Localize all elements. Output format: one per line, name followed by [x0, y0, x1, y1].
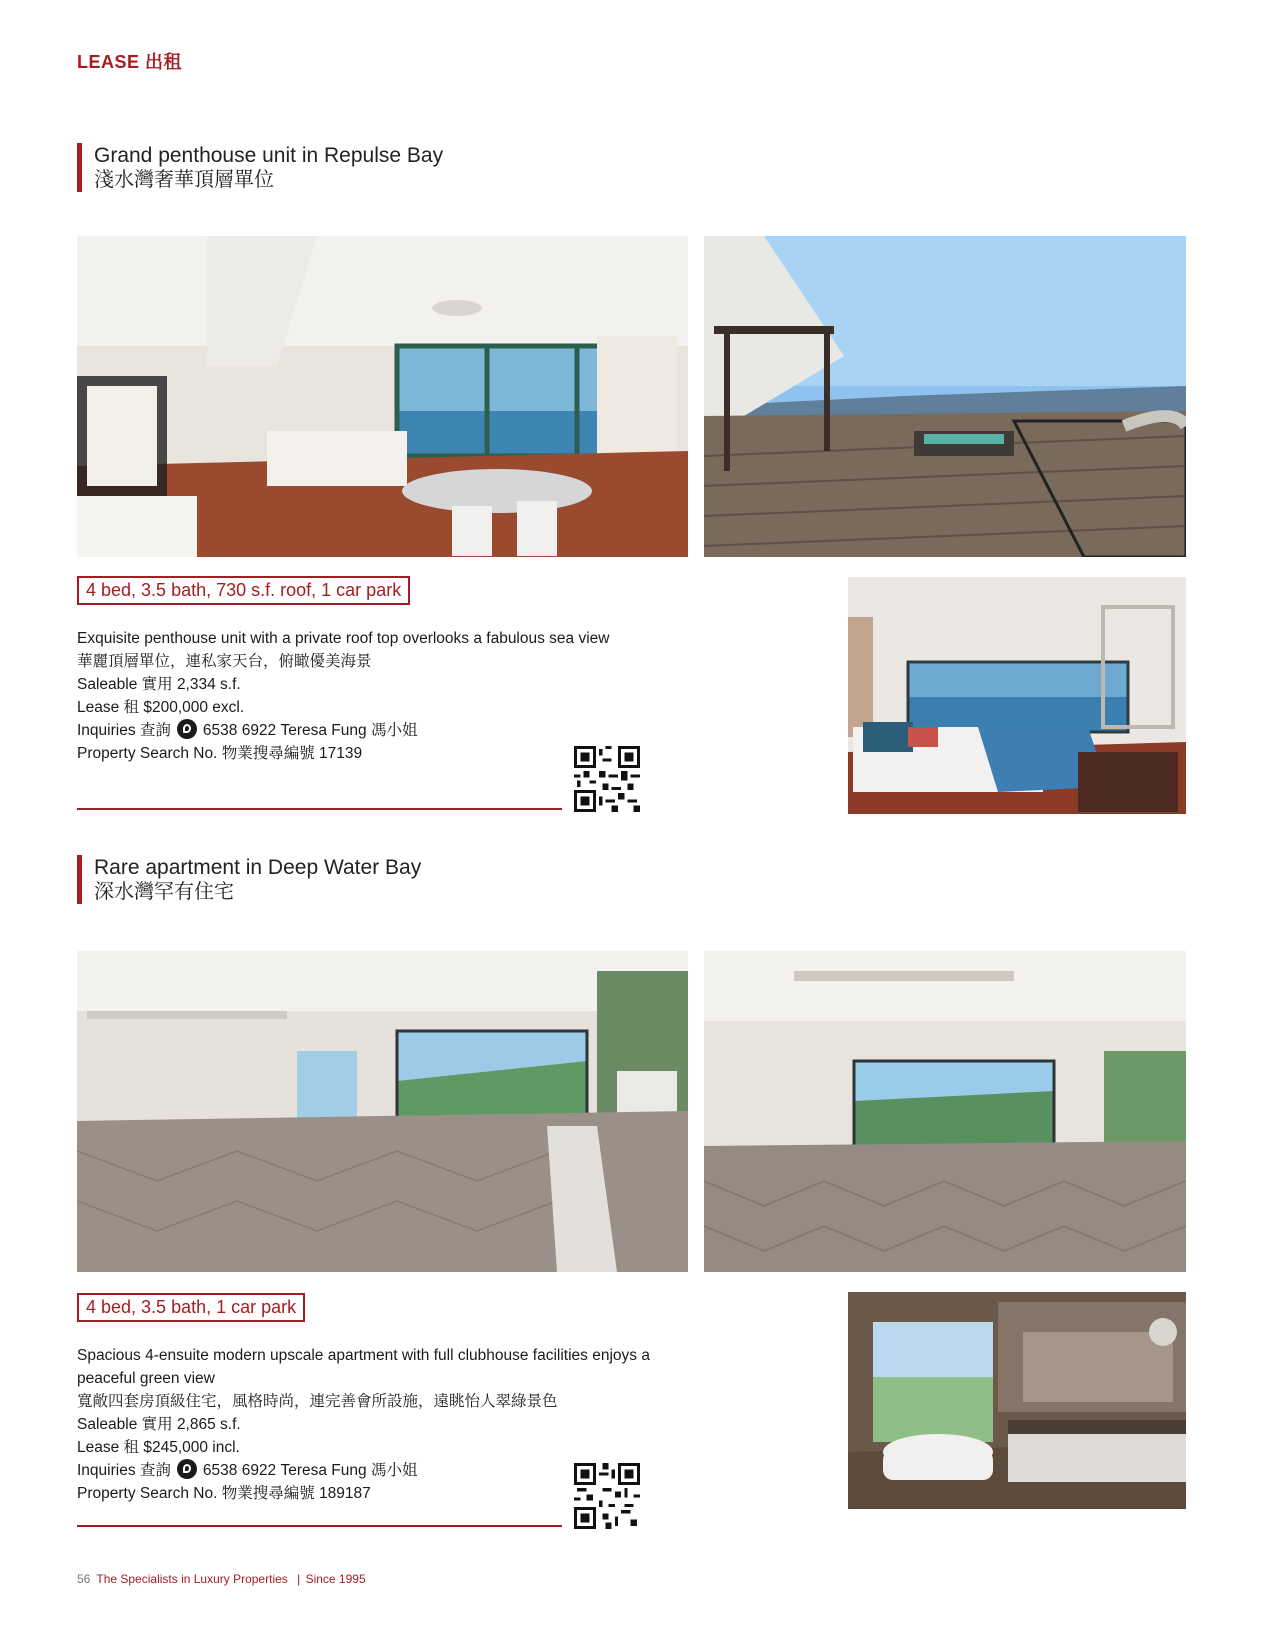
listing-2-title-en: Rare apartment in Deep Water Bay: [94, 856, 422, 879]
listing-1-saleable: Saleable 實用 2,334 s.f.: [77, 676, 241, 693]
listing-2-photo-bathroom: [848, 1292, 1186, 1509]
listing-2-inquiries-contact[interactable]: 6538 6922 Teresa Fung 馮小姐: [202, 1462, 418, 1479]
whatsapp-icon: [177, 719, 197, 739]
listing-1-photo-living-room: [77, 236, 688, 557]
listing-1-inquiries-contact[interactable]: 6538 6922 Teresa Fung 馮小姐: [202, 722, 418, 739]
listing-2-title-zh: 深水灣罕有住宅: [94, 881, 234, 903]
listing-1-search-no: Property Search No. 物業搜尋編號 17139: [77, 745, 363, 762]
listing-2-saleable: Saleable 實用 2,865 s.f.: [77, 1416, 241, 1433]
listing-2-spec-badge: 4 bed, 3.5 bath, 1 car park: [77, 1293, 305, 1322]
listing-1-title-en: Grand penthouse unit in Repulse Bay: [94, 144, 444, 167]
listing-2-description-zh: 寬敞四套房頂級住宅，風格時尚，連完善會所設施，遠眺怡人翠綠景色: [77, 1393, 558, 1410]
listing-2-details: [77, 1344, 657, 1505]
listing-2-qr-code[interactable]: [574, 1463, 640, 1529]
listing-1-photo-roof-terrace: [704, 236, 1186, 557]
listing-2-photo-living-room: [77, 951, 688, 1272]
listing-2-description-en: Spacious 4-ensuite modern upscale apartment with full clubhouse facilities enjoys a peaceful green view: [77, 1347, 650, 1387]
listing-2-inquiries: [77, 1459, 657, 1482]
page-number: 56: [77, 1572, 91, 1586]
listing-1-description-en: Exquisite penthouse unit with a private roof top overlooks a fabulous sea view: [77, 630, 610, 647]
listing-1-divider: [77, 808, 562, 810]
listing-1-details: [77, 627, 657, 765]
section-label: LEASE 出租: [77, 52, 183, 72]
footer-since: Since 1995: [305, 1572, 366, 1586]
listing-1-lease: Lease 租 $200,000 excl.: [77, 699, 245, 716]
whatsapp-icon: [177, 1459, 197, 1479]
listing-2-photo-dining-area: [704, 951, 1186, 1272]
page-footer: 56 The Specialists in Luxury Properties | Since 1995: [77, 1572, 366, 1586]
listing-1-inquiries-label: Inquiries 查詢: [77, 722, 171, 739]
listing-1-inquiries: [77, 719, 657, 742]
listing-1-title-zh: 淺水灣奢華頂層單位: [94, 169, 274, 191]
listing-1-spec-badge: 4 bed, 3.5 bath, 730 s.f. roof, 1 car park: [77, 576, 410, 605]
listing-1-photo-bedroom: [848, 577, 1186, 814]
listing-1-description-zh: 華麗頂層單位，連私家天台，俯瞰優美海景: [77, 653, 372, 670]
listing-2-search-no: Property Search No. 物業搜尋編號 189187: [77, 1485, 371, 1502]
listing-1-qr-code[interactable]: [574, 746, 640, 812]
listing-2-inquiries-label: Inquiries 查詢: [77, 1462, 171, 1479]
footer-brand: The Specialists in Luxury Properties: [96, 1572, 288, 1586]
listing-2-lease: Lease 租 $245,000 incl.: [77, 1439, 240, 1456]
listing-2-divider: [77, 1525, 562, 1527]
listing-1-title: [77, 143, 443, 192]
listing-2-title: [77, 855, 421, 904]
